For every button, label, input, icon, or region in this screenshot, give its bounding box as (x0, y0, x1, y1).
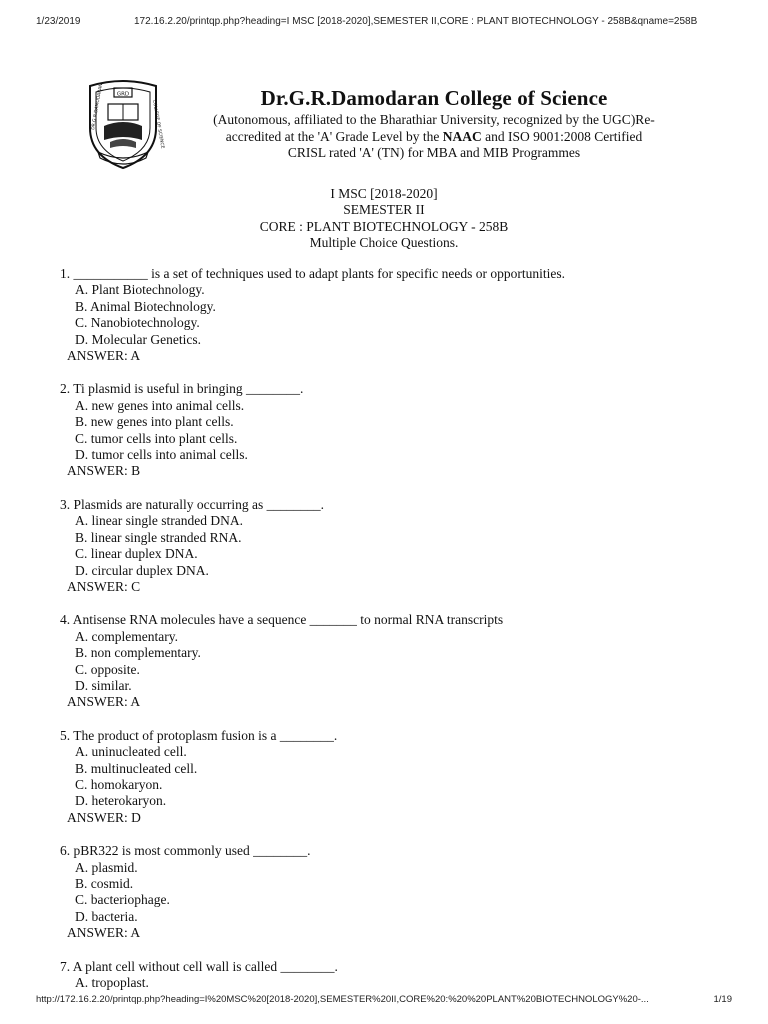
option-c: C. bacteriophage. (75, 892, 170, 908)
option-b: B. new genes into plant cells. (75, 414, 234, 430)
question-7 (60, 959, 728, 992)
option-b: B. multinucleated cell. (75, 760, 198, 776)
option-d: D. tumor cells into animal cells. (75, 447, 248, 463)
question-3 (60, 497, 728, 595)
answer: ANSWER: A (67, 348, 141, 364)
option-a: A. complementary. (75, 628, 178, 644)
question-1 (60, 266, 728, 364)
option-b: B. Animal Biotechnology. (75, 298, 216, 314)
option-c: C. Nanobiotechnology. (75, 315, 200, 331)
question-stem: 5. The product of protoplasm fusion is a ________. (60, 727, 338, 743)
option-b: B. non complementary. (75, 645, 201, 661)
question-stem: 4. Antisense RNA molecules have a sequence _______ to normal RNA transcripts (60, 612, 504, 628)
print-footer (36, 994, 732, 1008)
option-a: A. new genes into animal cells. (75, 397, 245, 413)
college-name: Dr.G.R.Damodaran College of Science (260, 86, 608, 110)
option-d: D. heterokaryon. (75, 793, 167, 809)
print-header-url: 172.16.2.20/printqp.php?heading=I MSC [2018-2020],SEMESTER II,CORE : PLANT BIOTECHNOLOGY - 258B&qname=258B (134, 16, 698, 27)
svg-text:DR.G.R.DAMODARAN: DR.G.R.DAMODARAN (91, 83, 105, 131)
option-a: A. Plant Biotechnology. (75, 282, 205, 298)
print-header (36, 16, 732, 30)
option-c: C. tumor cells into plant cells. (75, 430, 238, 446)
question-stem: 3. Plasmids are naturally occurring as ________. (60, 496, 324, 512)
question-stem: 1. ___________ is a set of techniques used to adapt plants for specific needs or opportunities. (60, 266, 566, 281)
option-a: A. plasmid. (75, 859, 138, 875)
question-stem: 7. A plant cell without cell wall is called ________. (60, 958, 338, 974)
question-stem: 6. pBR322 is most commonly used ________. (60, 843, 311, 859)
option-a: A. tropoplast. (75, 975, 149, 991)
answer: ANSWER: D (67, 809, 141, 825)
answer: ANSWER: C (67, 578, 141, 594)
answer: ANSWER: B (67, 463, 141, 479)
naac-text: NAAC (442, 128, 482, 144)
option-c: C. linear duplex DNA. (75, 546, 198, 562)
college-crest-logo (84, 78, 165, 170)
exam-semester: SEMESTER II (343, 202, 425, 218)
option-d: D. similar. (75, 677, 132, 693)
option-b: B. cosmid. (75, 876, 134, 891)
print-footer-url: http://172.16.2.20/printqp.php?heading=I%20MSC%20[2018-2020],SEMESTER%20II,CORE%20:%20%20PLANT%20BIOTECHNOLOGY%20-... (36, 994, 649, 1005)
question-list (60, 266, 728, 1008)
question-6 (60, 843, 728, 941)
option-b: B. linear single stranded RNA. (75, 529, 242, 545)
option-a: A. uninucleated cell. (75, 744, 187, 760)
option-c: C. opposite. (75, 661, 140, 677)
option-d: D. Molecular Genetics. (75, 331, 201, 347)
answer: ANSWER: A (67, 925, 141, 941)
option-c: C. homokaryon. (75, 776, 163, 792)
print-date: 1/23/2019 (36, 16, 81, 27)
page-number: 1/19 (713, 994, 732, 1005)
college-header (168, 86, 700, 162)
option-d: D. circular duplex DNA. (75, 562, 209, 578)
college-info (168, 112, 700, 162)
college-info-line3: CRISL rated 'A' (TN) for MBA and MIB Programmes (287, 145, 581, 160)
exam-type: Multiple Choice Questions. (309, 235, 459, 251)
svg-text:COLLEGE OF SCIENCE: COLLEGE OF SCIENCE (151, 99, 165, 149)
question-4 (60, 612, 728, 710)
college-info-line1: (Autonomous, affiliated to the Bharathiar University, recognized by the UGC)Re- (213, 112, 655, 127)
question-2 (60, 381, 728, 479)
exam-subject: CORE : PLANT BIOTECHNOLOGY - 258B (259, 218, 509, 234)
exam-heading (168, 186, 600, 252)
svg-text:GRD: GRD (116, 91, 130, 98)
option-d: D. bacteria. (75, 908, 138, 924)
college-info-line2: accredited at the 'A' Grade Level by the NAAC and ISO 9001:2008 Certified (225, 128, 643, 144)
question-stem: 2. Ti plasmid is useful in bringing ________. (60, 381, 304, 397)
question-5 (60, 728, 728, 826)
option-a: A. linear single stranded DNA. (75, 513, 243, 529)
exam-course: I MSC [2018-2020] (330, 186, 438, 201)
answer: ANSWER: A (67, 694, 141, 710)
